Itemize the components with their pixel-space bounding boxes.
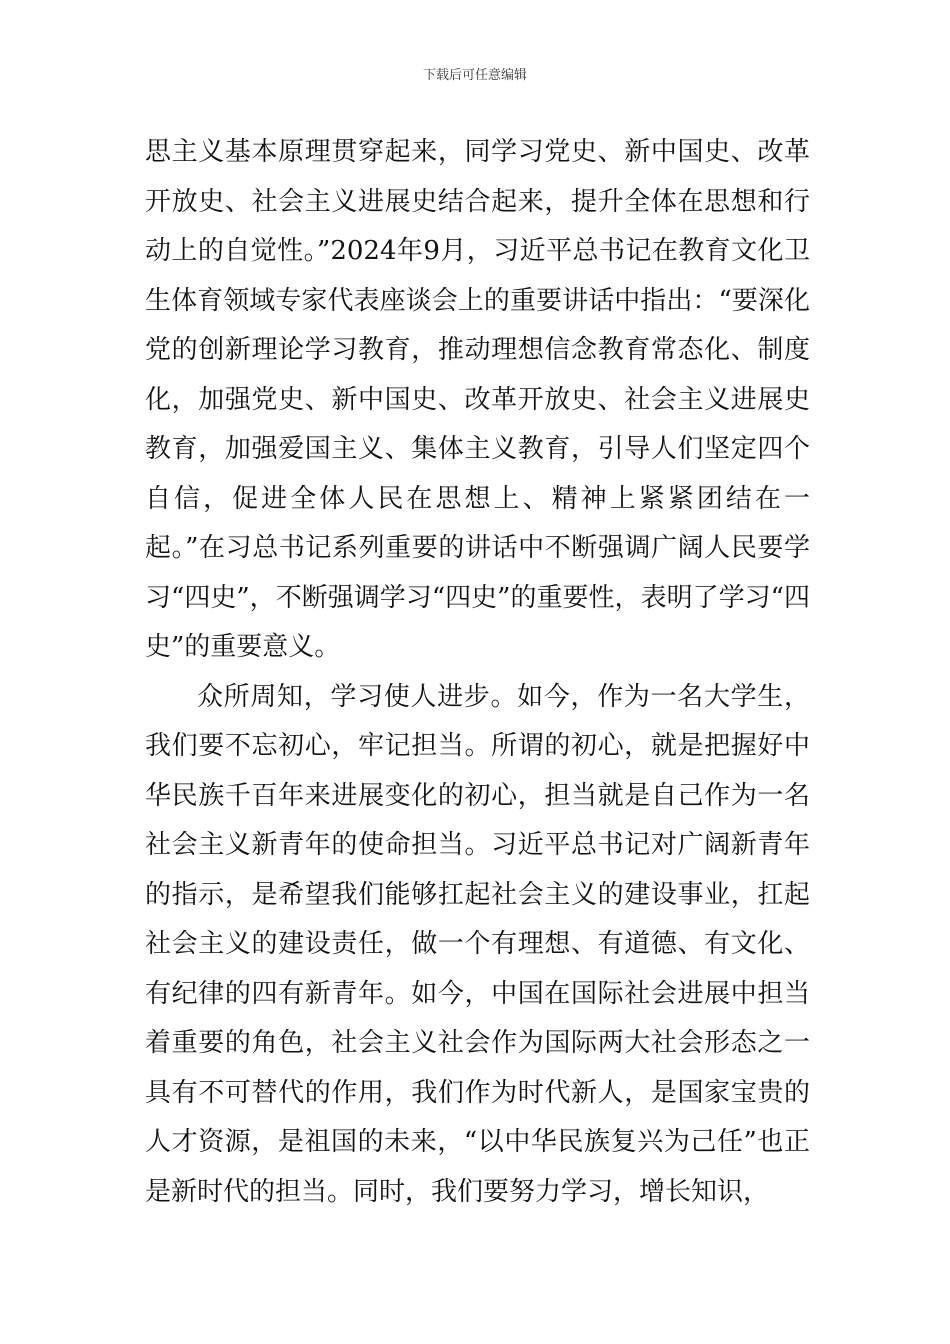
page-header: 下载后可任意编辑 (422, 68, 527, 83)
document-body (145, 128, 810, 1217)
paragraph-continuation: 思主义基本原理贯穿起来，同学习党史、新中国史、改革开放史、社会主义进展史结合起来，提升全体在思想和行动上的自觉性。”2024年9月，习近平总书记在教育文化卫生体育领域专家代表座谈会上的重要讲话中指出：“要深化党的创新理论学习教育，推动理想信念教育常态化、制度化，加强党史、新中国史、改革开放史、社会主义进展史教育，加强爱国主义、集体主义教育，引导人们坚定四个自信，促进全体人民在思想上、精神上紧紧团结在一起。”在习总书记系列重要的讲话中不断强调广阔人民要学习“四史”，不断强调学习“四史”的重要性，表明了学习“四史”的重要意义。 (145, 137, 810, 662)
paragraph: 众所周知，学习使人进步。如今，作为一名大学生，我们要不忘初心，牢记担当。所谓的初心，就是把握好中华民族千百年来进展变化的初心，担当就是自己作为一名社会主义新青年的使命担当。习近平总书记对广阔新青年的指示，是希望我们能够扛起社会主义的建设事业，扛起社会主义的建设责任，做一个有理想、有道德、有文化、有纪律的四有新青年。如今，中国在国际社会进展中担当着重要的角色，社会主义社会作为国际两大社会形态之一具有不可替代的作用，我们作为时代新人，是国家宝贵的人才资源，是祖国的未来，“以中华民族复兴为己任”也正是新时代的担当。同时，我们要努力学习，增长知识， (145, 681, 810, 1207)
